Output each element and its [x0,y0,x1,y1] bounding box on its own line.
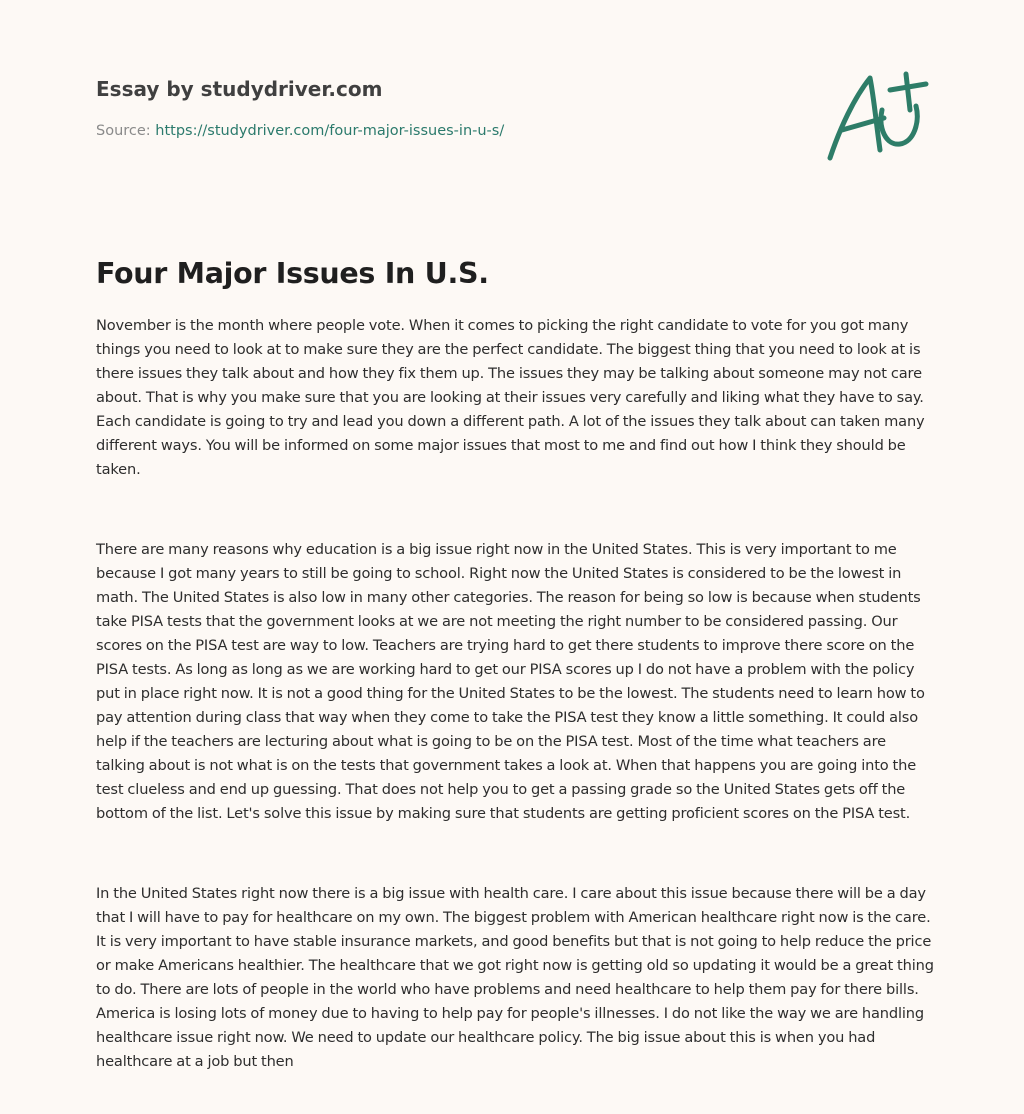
site-brand: Essay by studydriver.com [96,77,383,101]
source-line [96,120,796,142]
essay-body [96,314,934,1074]
essay-paragraph: There are many reasons why education is a big issue right now in the United States. This is very important to me because I got many years to still be going to school. Right now the United States is considered to be the lowest in math. The United States is also low in many other categories. The reason for being so low is because when students take PISA tests that the government looks at we are not meeting the right number to be considered passing. Our scores on the PISA test are way to low. Teachers are trying hard to get there students to improve there score on the PISA tests. As long as long as we are working hard to get our PISA scores up I do not have a problem with the policy put in place right now. It is not a good thing for the United States to be the lowest. The students need to learn how to pay attention during class that way when they come to take the PISA test they know a little something. It could also help if the teachers are lecturing about what is going to be on the PISA test. Most of the time what teachers are talking about is not what is on the tests that government takes a look at. When that happens you are going into the test clueless and end up guessing. That does not help you to get a passing grade so the United States gets off the bottom of the list. Let's solve this issue by making sure that students are getting proficient scores on the PISA test. [96,541,925,822]
essay-title: Four Major Issues In U.S. [96,257,489,290]
essay-paragraph: In the United States right now there is a big issue with health care. I care about this issue because there will be a day that I will have to pay for healthcare on my own. The biggest problem with American healthcare right now is the care. It is very important to have stable insurance markets, and good benefits but that is not going to help reduce the price or make Americans healthier. The healthcare that we got right now is getting old so updating it would be a great thing to do. There are lots of people in the world who have problems and need healthcare to help them pay for there bills. America is losing lots of money due to having to help pay for people's illnesses. I do not like the way we are handling healthcare issue right now. We need to update our healthcare policy. The big issue about this is when you had healthcare at a job but then [96,885,934,1070]
essay-paragraph: November is the month where people vote. When it comes to picking the right candidate to vote for you got many things you need to look at to make sure they are the perfect candidate. The biggest thing that you need to look at is there issues they talk about and how they fix them up. The issues they may be talking about someone may not care about. That is why you make sure that you are looking at their issues very carefully and liking what they have to say. Each candidate is going to try and lead you down a different path. A lot of the issues they talk about can taken many different ways. You will be informed on some major issues that most to me and find out how I think they should be taken. [96,317,925,478]
source-label: Source: [96,123,156,139]
essay-header [96,74,796,142]
a-plus-grade-icon [818,66,930,166]
source-link[interactable]: https://studydriver.com/four-major-issues-in-u-s/ [155,123,505,139]
